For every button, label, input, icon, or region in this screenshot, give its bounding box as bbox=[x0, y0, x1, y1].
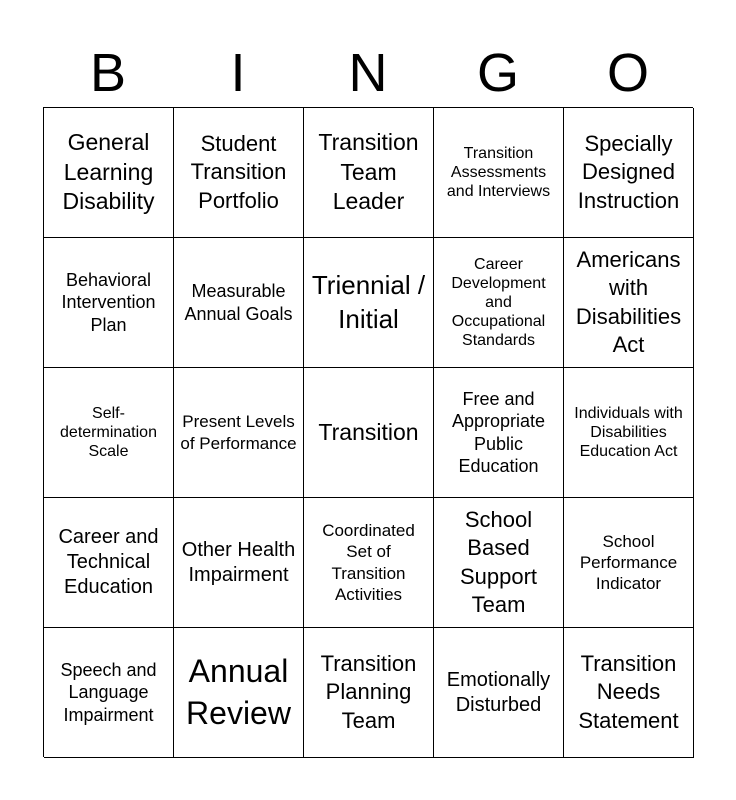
cell-text: School Based Support Team bbox=[459, 507, 538, 617]
bingo-cell-r3c4 bbox=[434, 368, 564, 498]
cell-text: Transition Assessments and Interviews bbox=[446, 144, 551, 201]
bingo-cell-r5c1 bbox=[44, 628, 174, 758]
cell-text: Transition Planning Team bbox=[320, 651, 417, 733]
bingo-cell-r1c4 bbox=[434, 108, 564, 238]
bingo-cell-r3c5 bbox=[564, 368, 694, 498]
cell-text: Behavioral Intervention Plan bbox=[61, 269, 156, 335]
cell-text: Specially Designed Instruction bbox=[577, 131, 680, 213]
bingo-cell-r3c2 bbox=[174, 368, 304, 498]
header-letter-n: N bbox=[348, 43, 388, 103]
cell-text: Triennial / Initial bbox=[311, 269, 426, 334]
cell-text: Transition Team Leader bbox=[318, 129, 419, 215]
cell-text: Career and Technical Education bbox=[58, 526, 159, 598]
cell-text: Transition Needs Statement bbox=[578, 651, 679, 733]
bingo-cell-r2c4 bbox=[434, 238, 564, 368]
cell-text: General Learning Disability bbox=[62, 129, 155, 215]
cell-text: Other Health Impairment bbox=[181, 538, 296, 586]
bingo-header bbox=[43, 42, 693, 104]
bingo-cell-r1c5 bbox=[564, 108, 694, 238]
bingo-cell-r1c1 bbox=[44, 108, 174, 238]
bingo-cell-r4c2 bbox=[174, 498, 304, 628]
header-letter-g: G bbox=[476, 43, 519, 103]
cell-text: Free and Appropriate Public Education bbox=[451, 388, 546, 476]
bingo-cell-r4c5 bbox=[564, 498, 694, 628]
bingo-cell-r3c1 bbox=[44, 368, 174, 498]
bingo-cell-r5c4 bbox=[434, 628, 564, 758]
bingo-cell-r5c2 bbox=[174, 628, 304, 758]
cell-text: Present Levels of Performance bbox=[180, 412, 297, 453]
cell-text: Student Transition Portfolio bbox=[190, 131, 287, 213]
bingo-cell-r2c1 bbox=[44, 238, 174, 368]
cell-text: Speech and Language Impairment bbox=[60, 659, 157, 725]
bingo-cell-r3c3 bbox=[304, 368, 434, 498]
bingo-cell-r1c3 bbox=[304, 108, 434, 238]
cell-text: School Performance Indicator bbox=[579, 531, 678, 594]
bingo-cell-r2c2 bbox=[174, 238, 304, 368]
cell-text: Americans with Disabilities Act bbox=[575, 247, 682, 357]
cell-text: Self-determination Scale bbox=[60, 404, 157, 461]
cell-text: Coordinated Set of Transition Activities bbox=[322, 521, 415, 604]
bingo-cell-r4c1 bbox=[44, 498, 174, 628]
bingo-cell-r5c3 bbox=[304, 628, 434, 758]
bingo-cell-r2c5 bbox=[564, 238, 694, 368]
header-letter-i: I bbox=[230, 43, 246, 103]
bingo-cell-r4c3 bbox=[304, 498, 434, 628]
bingo-cell-r1c2 bbox=[174, 108, 304, 238]
header-letter-b: B bbox=[89, 43, 127, 103]
cell-text: Career Development and Occupational Standards bbox=[451, 255, 546, 350]
bingo-cell-r2c3 bbox=[304, 238, 434, 368]
header-letter-o: O bbox=[606, 43, 649, 103]
bingo-cell-r4c4 bbox=[434, 498, 564, 628]
cell-text: Measurable Annual Goals bbox=[184, 281, 293, 324]
bingo-cell-r5c5 bbox=[564, 628, 694, 758]
cell-text: Transition bbox=[318, 418, 419, 445]
cell-text: Individuals with Disabilities Education Act bbox=[574, 404, 683, 461]
cell-text: Emotionally Disturbed bbox=[446, 668, 551, 716]
bingo-board bbox=[43, 107, 693, 757]
cell-text: Annual Review bbox=[186, 652, 291, 731]
